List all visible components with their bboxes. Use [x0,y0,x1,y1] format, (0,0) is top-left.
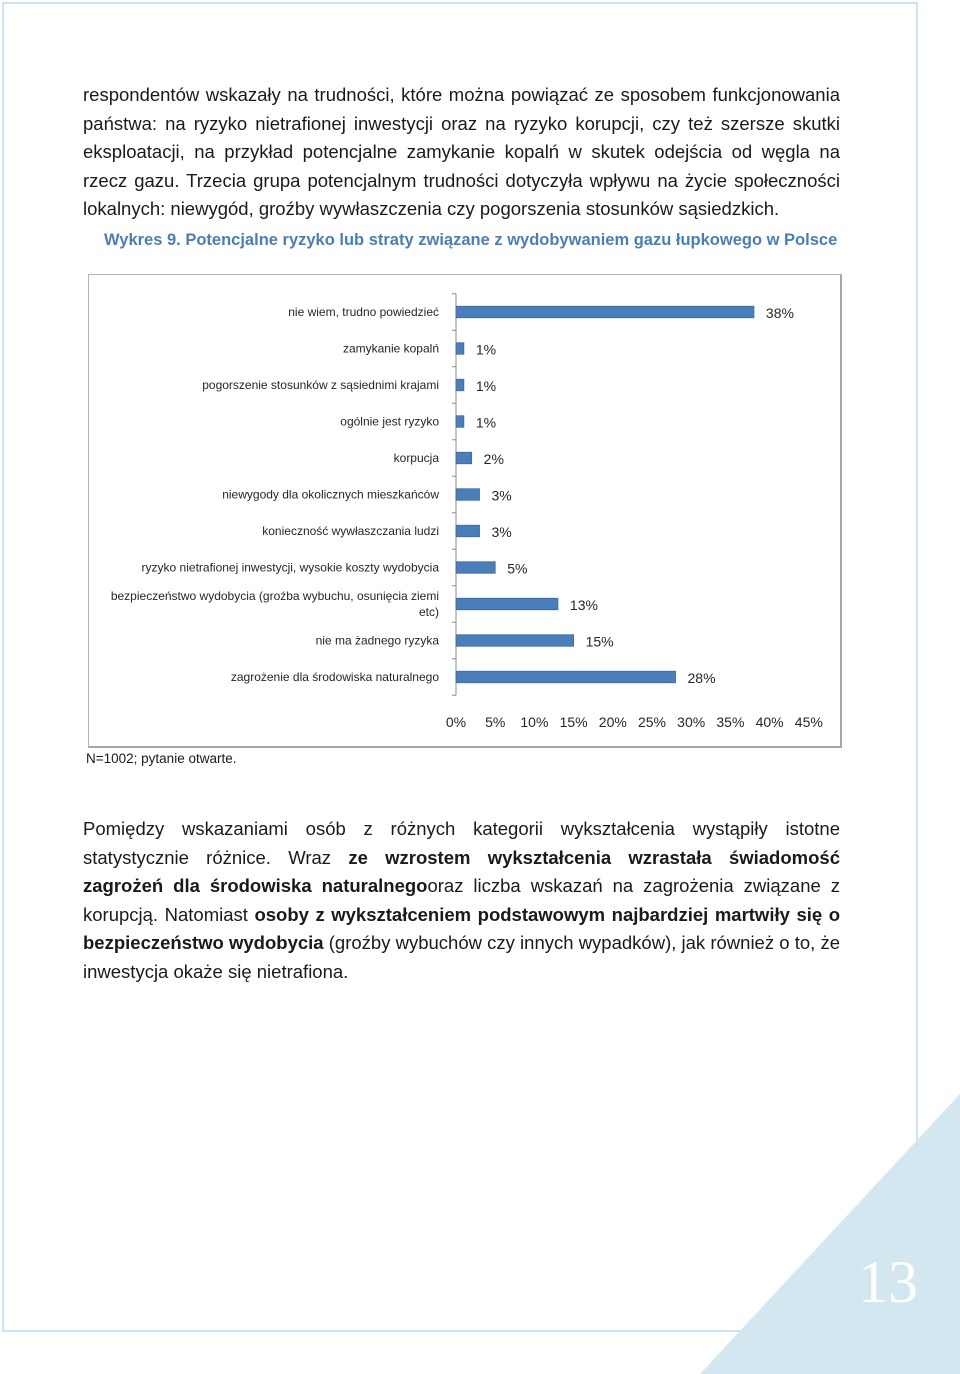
paragraph-2-bold-2: osoby z wykształceniem podstawowym najbardziej martwiły się o bezpieczeństwo wydobycia [83,903,841,953]
category-label: zagrożenie dla środowiska naturalnego [230,670,439,684]
data-label: 1% [475,378,497,394]
paragraph-2-part-2: oraz liczba wskazań na zagrożenia związane z korupcją. Natomiast [83,875,840,925]
bar [456,598,558,610]
data-label: 38% [765,305,794,321]
category-label: ogólnie jest ryzyko [340,414,439,429]
bar [456,452,472,464]
caption-title: Potencjalne ryzyko lub straty związane z wydobywaniem gazu łupkowego w Polsce [180,231,838,249]
data-label: 1% [475,414,497,431]
paragraph-2-part-3: (groźby wybuchów czy innych wypadków), jak również o to, że inwestycja okaże się nietrafiona. [83,932,840,982]
x-tick-label: 45% [794,714,823,730]
bar [456,379,464,391]
bar [456,671,676,683]
category-label: etc) [418,605,439,619]
x-tick-label: 20% [598,714,627,730]
data-label: 2% [483,451,504,467]
sample-note: N=1002; pytanie otwarte. [86,751,237,766]
bar [456,525,480,537]
paragraph-1-text: respondentów wskazały na trudności, które można powiązać ze sposobem funkcjonowania państwa: na ryzyko nietrafionej inwestycji oraz na ryzyko korupcji, czy też szersze skutki eksploatacji, na przykład potencjalne zamykanie kopalń w skutek odejścia od węgla na rzecz gazu. Trzecia grupa potencjalnym trudności dotyczyła wpływu na życie społeczności lokalnych: niewygód, groźby wywłaszczenia czy pogorszenia stosunków sąsiedzkich. [83,84,840,219]
data-label: 3% [491,524,512,540]
category-label: niewygody dla okolicznych mieszkańców [222,487,439,502]
category-label: zamykanie kopalń [342,341,439,356]
chart-caption [104,231,837,250]
data-label: 28% [687,670,716,686]
paragraph-1 [83,81,840,224]
category-label: nie ma żadnego ryzyka [315,633,439,648]
bar [456,562,495,574]
category-label: bezpieczeństwo wydobycia (groźba wybuchu, osunięcia ziemi [110,589,439,603]
category-label: korpucja [393,451,439,465]
bar [456,416,464,428]
page-number: 13 [858,1249,918,1315]
x-tick-label: 25% [637,714,667,730]
x-tick-label: 30% [677,714,706,730]
paragraph-2-part-1: Pomiędzy wskazaniami osób z różnych kategorii wykształcenia wystąpiły istotne statystycznie różnice. Wraz [83,818,840,868]
bar [456,489,480,501]
data-label: 5% [507,560,528,577]
data-label: 15% [585,633,614,650]
x-tick-label: 0% [445,714,467,730]
bar-chart [89,275,843,749]
category-label: konieczność wywłaszczania ludzi [262,524,439,538]
data-label: 1% [475,341,497,358]
x-tick-label: 35% [716,714,745,730]
category-label: nie wiem, trudno powiedzieć [288,305,439,319]
category-label: pogorszenie stosunków z sąsiednimi krajami [202,378,439,392]
paragraph-2-text [83,815,840,986]
data-label: 13% [569,597,598,613]
paragraph-2 [83,815,840,986]
bar [456,343,464,355]
x-tick-label: 40% [755,714,784,730]
data-label: 3% [491,487,512,504]
category-label: ryzyko nietrafionej inwestycji, wysokie koszty wydobycia [141,560,439,575]
bar [456,306,754,318]
paragraph-2-bold-1: ze wzrostem wykształcenia wzrastała świadomość zagrożeń dla środowiska naturalnego [83,846,840,896]
x-tick-label: 15% [559,714,588,730]
chart-box [88,274,842,748]
caption-label: Wykres 9. [104,231,181,249]
x-tick-label: 10% [520,714,549,730]
bar [456,635,574,647]
corner-decoration [700,1094,960,1374]
x-tick-label: 5% [485,714,506,730]
